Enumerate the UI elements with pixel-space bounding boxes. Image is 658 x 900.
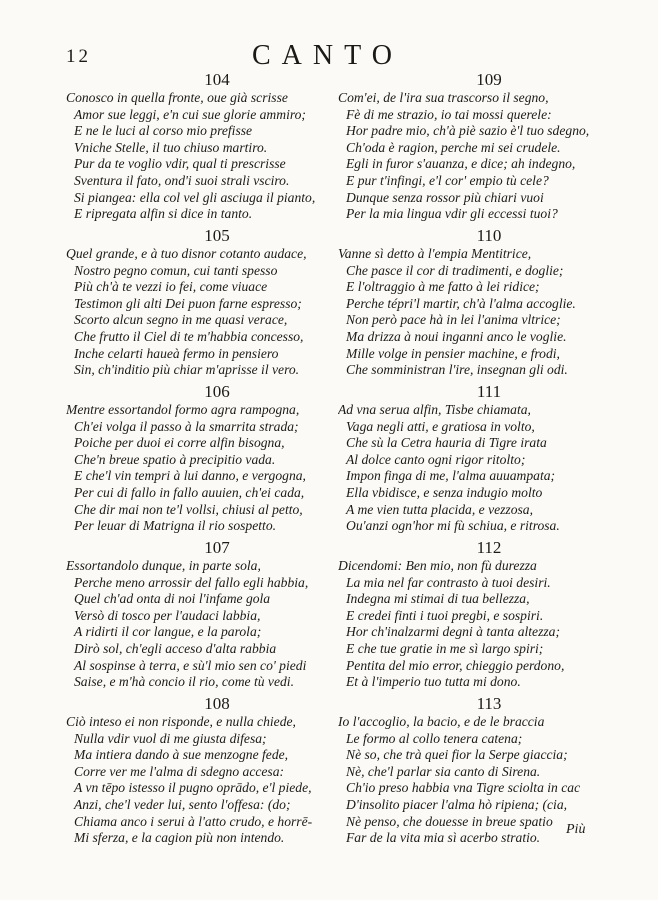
stanza-number: 113 [476,694,502,713]
verse-line: Nè penso, che douesse in breue spatio [346,813,553,829]
verse-line: Dunque senza rossor più chiari vuoi [346,189,544,205]
stanza-number: 106 [204,382,230,401]
verse-line: Sventura il fato, ond'i suoi strali vsciro. [74,172,290,188]
verse-line: Quel ch'ad onta di noi l'infame gola [74,591,271,607]
verse-line: Al dolce canto ogni rigor ritolto; [346,451,526,467]
verse-line: Per la mia lingua vdir gli eccessi tuoi? [346,206,558,222]
verse-line: Corre ver me l'alma di sdegno accesa: [74,763,285,779]
stanza [338,70,616,226]
verse-line: Indegna mi stimai di tua bellezza, [346,591,530,607]
verse-line: Pur da te voglio vdir, qual ti prescrisse [74,156,286,172]
verse-line: E credei finti i tuoi pregbi, e sospiri. [346,607,544,623]
verse-line: Nè so, che trà quei fior la Serpe giaccia; [346,747,568,763]
stanza-number: 108 [204,694,230,713]
verse-line: Si piangea: ella col vel gli asciuga il pianto, [74,189,316,205]
verse-line: A ridirti il cor langue, e la parola; [74,624,262,640]
verse-line: Chiama anco i serui à l'atto crudo, e horrē- [74,813,313,829]
verse-line: Sin, ch'inditio più chiar m'aprisse il vero. [74,362,300,378]
verse-line: Ella vbidisce, e senza indugio molto [346,484,543,500]
verse-line: E che tue gratie in me sì largo spiri; [346,640,544,656]
verse-line: Anzi, che'l veder lui, sento l'offesa: (do; [74,796,291,812]
verse-line: Nulla vdir vuol di me giusta difesa; [74,730,267,746]
verse-line: Più ch'à te vezzi io fei, come viuace [74,279,268,295]
verse-line: Le formo al collo tenera catena; [346,730,523,746]
stanza-number: 105 [204,226,230,245]
stanza-number: 107 [204,538,230,557]
verse-line: Testimon gli alti Dei puon farne espresso; [74,295,302,311]
verse-line: Mi sferza, e la cagion più non intendo. [74,830,285,846]
verse-line: Conosco in quella fronte, oue già scrisse [66,90,288,105]
verse-line: Inche celarti haueà fermo in pensiero [74,345,279,361]
verse-line: Che'n breue spatio à precipitio vada. [74,451,276,467]
stanza-number: 110 [476,226,502,245]
stanza [338,382,616,538]
verse-line: Amor sue leggi, e'n cui sue glorie ammiro; [74,106,306,122]
verse-line: Non però pace hà in lei l'anima vltrice; [346,312,561,328]
verse-line: E ripregata alfin si dice in tanto. [74,206,253,222]
verse-line: Vniche Stelle, il tuo chiuso martiro. [74,139,268,155]
left-column [66,70,344,850]
verse-line: Ch'ei volga il passo à la smarrita strada; [74,418,299,434]
verse-line: Saise, e m'hà concio il rio, come tù vedi. [74,674,294,690]
verse-line: Versò di tosco per l'audaci labbia, [74,607,261,623]
verse-line: Perche meno arrossir del fallo egli habbia, [74,574,309,590]
verse-line: Essortandolo dunque, in parte sola, [66,558,261,573]
verse-line: Ciò inteso ei non risponde, e nulla chiede, [66,714,296,729]
verse-line: Mentre essortandol formo agra rampogna, [66,402,300,417]
verse-line: E che'l vin tempri à lui danno, e vergogna, [74,468,306,484]
verse-line: Poiche per duoi ei corre alfin bisogna, [74,435,285,451]
verse-line: Ch'io preso habbia vna Tigre sciolta in cac [346,780,581,796]
verse-line: D'insolito piacer l'alma hò ripiena; (cia, [346,796,568,812]
verse-line: Per cui di fallo in fallo auuien, ch'ei cada, [74,484,305,500]
verse-line: Impon finga di me, l'alma auuampata; [346,468,556,484]
verse-line: Ma drizza à noui inganni anco le voglie. [346,328,567,344]
verse-line: Hor ch'inalzarmi degni à tanta altezza; [346,624,560,640]
verse-line: La mia nel far contrasto à tuoi desiri. [346,574,551,590]
verse-line: Ma intiera dando à sue menzogne fede, [74,747,289,763]
verse-line: Al sospinse à terra, e sù'l mio sen co' piedi [74,657,307,673]
verse-line: Nè, che'l parlar sia canto di Sirena. [346,763,541,779]
page-number: 12 [66,46,91,67]
verse-line: Et à l'imperio tuo tutta mi dono. [346,674,521,690]
verse-line: Vaga negli atti, e gratiosa in volto, [346,418,535,434]
stanza-number: 112 [476,538,502,557]
verse-line: Per leuar di Matrigna il rio sospetto. [74,518,277,534]
verse-line: Vanne sì detto à l'empia Mentitrice, [338,246,532,261]
verse-line: Che somministran l'ire, insegnan gli odi. [346,362,568,378]
verse-line: E l'oltraggio à me fatto à lei ridice; [346,279,540,295]
verse-line: Che pasce il cor di tradimenti, e doglie; [346,262,564,278]
verse-line: Far de la vita mia sì acerbo stratio. [346,830,541,846]
verse-line: Pentita del mio error, chieggio perdono, [346,657,565,673]
stanza-number: 109 [476,70,502,89]
verse-line: Ou'anzi ogn'hor mi fù schiua, e ritrosa. [346,518,560,534]
verse-line: Mille volge in pensier machine, e frodi, [346,345,560,361]
verse-line: Com'ei, de l'ira sua trascorso il segno, [338,90,549,105]
verse-line: Quel grande, e à tuo disnor cotanto audace, [66,246,307,261]
verse-line: Perche tépri'l martir, ch'à l'alma accoglie. [346,295,576,311]
verse-line: Egli in furor s'auanza, e dice; ah indegno, [346,156,576,172]
verse-line: Hor padre mio, ch'à piè sazio è'l tuo sdegno, [346,123,590,139]
stanza [66,70,344,226]
verse-line: Scorto alcun segno in me quasi verace, [74,312,288,328]
verse-line: E pur t'infingi, e'l cor' empio tù cele? [346,172,549,188]
stanza [338,538,616,694]
stanza [338,226,616,382]
verse-line: A vn tēpo istesso il pugno oprādo, e'l piede, [74,780,312,796]
verse-line: Nostro pegno comun, cui tanti spesso [74,262,278,278]
stanza [66,382,344,538]
right-column [338,70,616,850]
stanza [66,226,344,382]
running-head: CANTO [252,40,403,71]
verse-line: Ch'oda è ragion, perche mi sei crudele. [346,139,561,155]
stanza-number: 111 [476,382,502,401]
catchword: Più [566,822,586,837]
verse-line: Ad vna serua alfin, Tisbe chiamata, [338,402,531,417]
verse-line: Che dir mai non te'l vollsi, chiusi al petto, [74,501,303,517]
verse-line: E ne le luci al corso mio prefisse [74,123,253,139]
stanza [66,694,344,850]
verse-line: A me vien tutta placida, e vezzosa, [346,501,534,517]
verse-line: Dirò sol, ch'egli acceso d'alta rabbia [74,640,277,656]
verse-line: Dicendomi: Ben mio, non fù durezza [338,558,537,573]
verse-line: Fè di me strazio, io tai mossi querele: [346,106,552,122]
verse-line: Io l'accoglio, la bacio, e de le braccia [338,714,545,729]
verse-line: Che sù la Cetra hauria di Tigre irata [346,435,547,451]
stanza-number: 104 [204,70,230,89]
verse-line: Che frutto il Ciel di te m'habbia concesso, [74,328,304,344]
stanza [66,538,344,694]
